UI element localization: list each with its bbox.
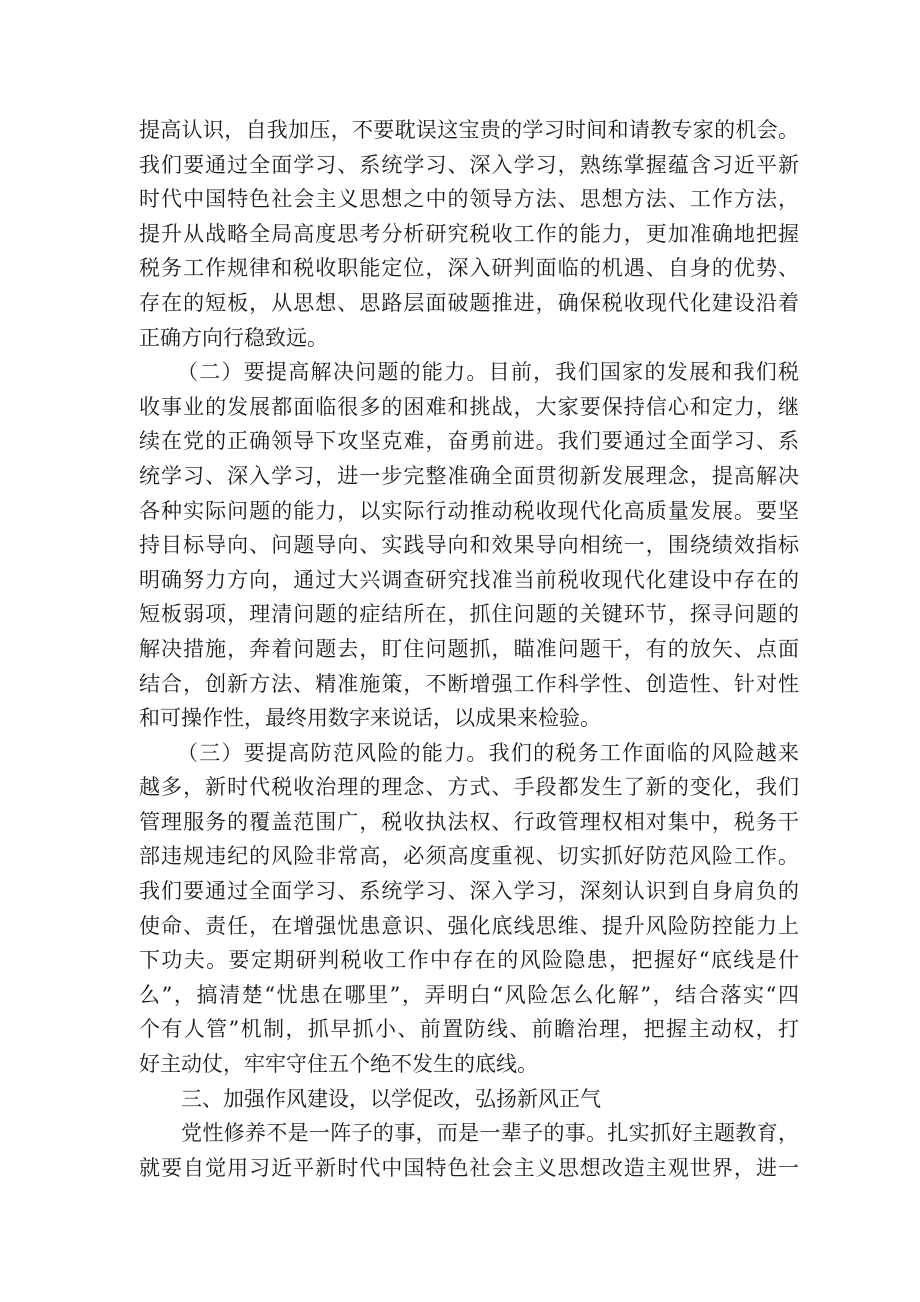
body-line: 么”，搞清楚“忧患在哪里”，弄明白“风险怎么化解”，结合落实“四	[139, 982, 799, 1007]
chapter-3-heading: 三、加强作风建设，以学促改，弘扬新风正气	[181, 1086, 601, 1111]
body-line: 部违规违纪的风险非常高，必须高度重视、切实抓好防范风险工作。	[139, 844, 799, 869]
body-line: 下功夫。要定期研判税收工作中存在的风险隐患，把握好“底线是什	[139, 948, 799, 973]
body-line: 时代中国特色社会主义思想之中的领导方法、思想方法、工作方法，	[139, 187, 799, 212]
body-line: 持目标导向、问题导向、实践导向和效果导向相统一，围绕绩效指标	[139, 533, 799, 558]
body-line: 使命、责任，在增强忧患意识、强化底线思维、提升风险防控能力上	[139, 913, 799, 938]
body-line: 就要自觉用习近平新时代中国特色社会主义思想改造主观世界，进一	[139, 1155, 799, 1180]
body-line: 提高认识，自我加压，不要耽误这宝贵的学习时间和请教专家的机会。	[139, 118, 799, 142]
body-line: 我们要通过全面学习、系统学习、深入学习，熟练掌握蕴含习近平新	[139, 152, 799, 177]
body-line: 税务工作规律和税收职能定位，深入研判面临的机遇、自身的优势、	[139, 256, 799, 281]
document-body	[139, 113, 799, 1185]
body-line: 存在的短板，从思想、思路层面破题推进，确保税收现代化建设沿着	[139, 290, 799, 315]
body-line: 越多，新时代税收治理的理念、方式、手段都发生了新的变化，我们	[139, 775, 799, 800]
body-line: 解决措施，奔着问题去，盯住问题抓，瞄准问题干，有的放矢、点面	[139, 636, 799, 661]
body-line: 明确努力方向，通过大兴调查研究找准当前税收现代化建设中存在的	[139, 567, 799, 592]
body-line: 短板弱项，理清问题的症结所在，抓住问题的关键环节，探寻问题的	[139, 602, 799, 627]
section-2-heading-line: （二）要提高解决问题的能力。目前，我们国家的发展和我们税	[177, 360, 799, 385]
body-line: 统学习、深入学习，进一步完整准确全面贯彻新发展理念，提高解决	[139, 463, 799, 488]
body-line: 结合，创新方法、精准施策，不断增强工作科学性、创造性、针对性	[139, 671, 799, 696]
body-line: 我们要通过全面学习、系统学习、深入学习，深刻认识到自身肩负的	[139, 879, 799, 904]
body-line: 个有人管”机制，抓早抓小、前置防线、前瞻治理，把握主动权，打	[139, 1017, 799, 1042]
body-line: 提升从战略全局高度思考分析研究税收工作的能力，更加准确地把握	[139, 221, 799, 246]
body-line: 收事业的发展都面临很多的困难和挑战，大家要保持信心和定力，继	[139, 394, 799, 419]
body-line: 续在党的正确领导下攻坚克难，奋勇前进。我们要通过全面学习、系	[139, 429, 799, 454]
body-line: 正确方向行稳致远。	[139, 325, 328, 350]
body-line: 党性修养不是一阵子的事，而是一辈子的事。扎实抓好主题教育，	[181, 1121, 799, 1146]
section-3-heading-line: （三）要提高防范风险的能力。我们的税务工作面临的风险越来	[177, 740, 799, 765]
body-line: 管理服务的覆盖范围广，税收执法权、行政管理权相对集中，税务干	[139, 809, 799, 834]
body-line: 和可操作性，最终用数字来说话，以成果来检验。	[139, 706, 601, 731]
body-line: 好主动仗，牢牢守住五个绝不发生的底线。	[139, 1052, 538, 1077]
body-line: 各种实际问题的能力，以实际行动推动税收现代化高质量发展。要坚	[139, 498, 799, 523]
